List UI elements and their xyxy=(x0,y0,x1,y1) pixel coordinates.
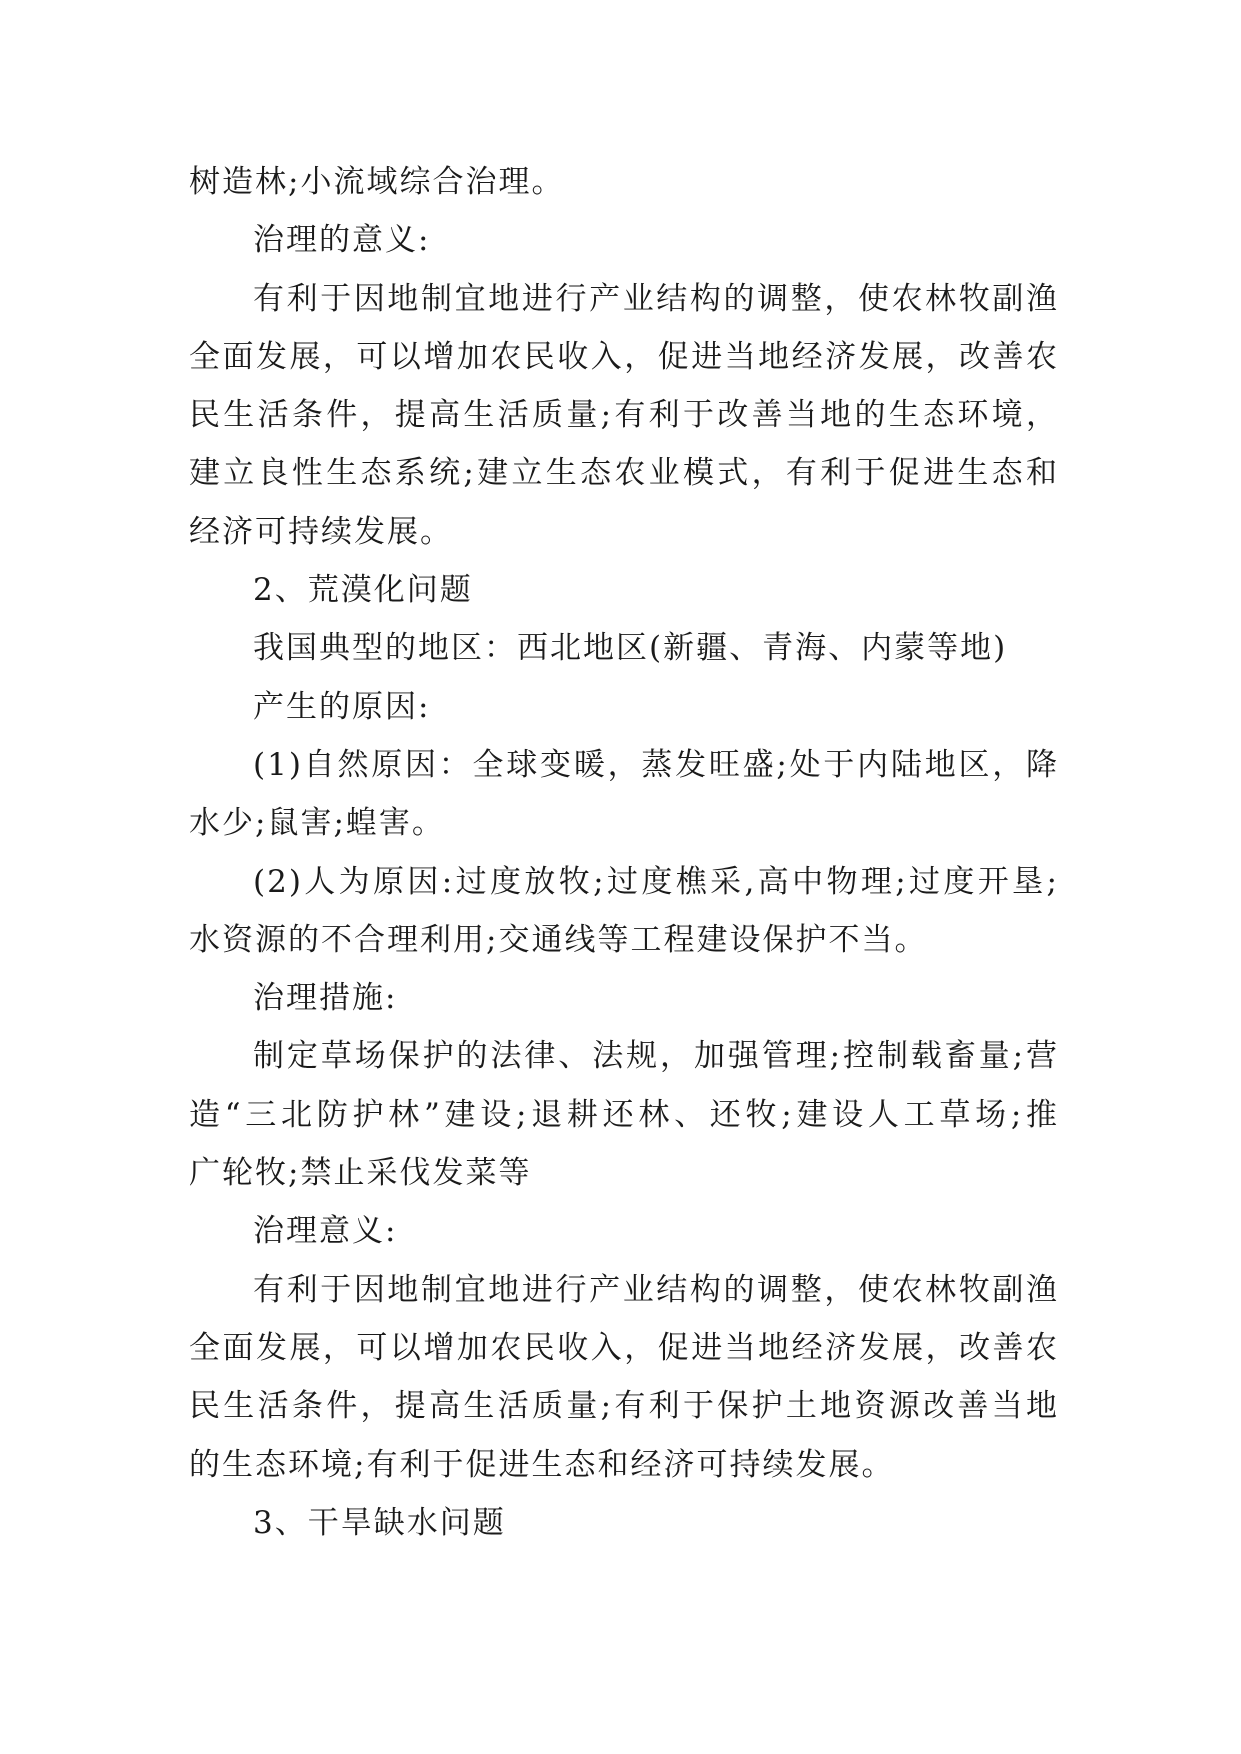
section-heading: 治理意义: xyxy=(253,1213,398,1250)
text-line: 有利于因地制宜地进行产业结构的调整，使农林牧副渔 xyxy=(253,280,1059,317)
text-line: 民生活条件，提高生活质量;有利于保护土地资源改善当地 xyxy=(189,1388,1059,1425)
section-heading: 产生的原因: xyxy=(253,688,431,725)
section-heading: 治理的意义: xyxy=(253,222,431,259)
text-line: 广轮牧;禁止采伐发菜等 xyxy=(189,1155,532,1192)
text-line: (1)自然原因：全球变暖，蒸发旺盛;处于内陆地区，降 xyxy=(253,746,1059,783)
text-line: 民生活条件，提高生活质量;有利于改善当地的生态环境， xyxy=(189,397,1059,434)
text-line: 水少;鼠害;蝗害。 xyxy=(189,805,445,842)
text-line: 全面发展，可以增加农民收入，促进当地经济发展，改善农 xyxy=(189,338,1059,375)
section-heading: 2、荒漠化问题 xyxy=(253,572,473,609)
text-line: 全面发展，可以增加农民收入，促进当地经济发展，改善农 xyxy=(189,1329,1059,1366)
section-heading: 治理措施: xyxy=(253,980,398,1017)
text-line: 制定草场保护的法律、法规，加强管理;控制载畜量;营 xyxy=(253,1038,1059,1075)
section-heading: 3、干旱缺水问题 xyxy=(253,1504,506,1541)
text-line: 的生态环境;有利于促进生态和经济可持续发展。 xyxy=(189,1446,895,1483)
text-line: 水资源的不合理利用;交通线等工程建设保护不当。 xyxy=(189,921,928,958)
text-line: 经济可持续发展。 xyxy=(189,513,453,550)
document-body xyxy=(189,153,1059,1552)
text-line: 建立良性生态系统;建立生态农业模式，有利于促进生态和 xyxy=(189,455,1059,492)
text-line: 我国典型的地区：西北地区(新疆、青海、内蒙等地) xyxy=(253,630,1008,667)
text-line: 树造林;小流域综合治理。 xyxy=(189,164,565,200)
text-line: 有利于因地制宜地进行产业结构的调整，使农林牧副渔 xyxy=(253,1271,1059,1308)
text-line: (2)人为原因:过度放牧;过度樵采,高中物理;过度开垦; xyxy=(253,863,1059,900)
text-line: 造“三北防护林”建设;退耕还林、还牧;建设人工草场;推 xyxy=(189,1096,1059,1133)
